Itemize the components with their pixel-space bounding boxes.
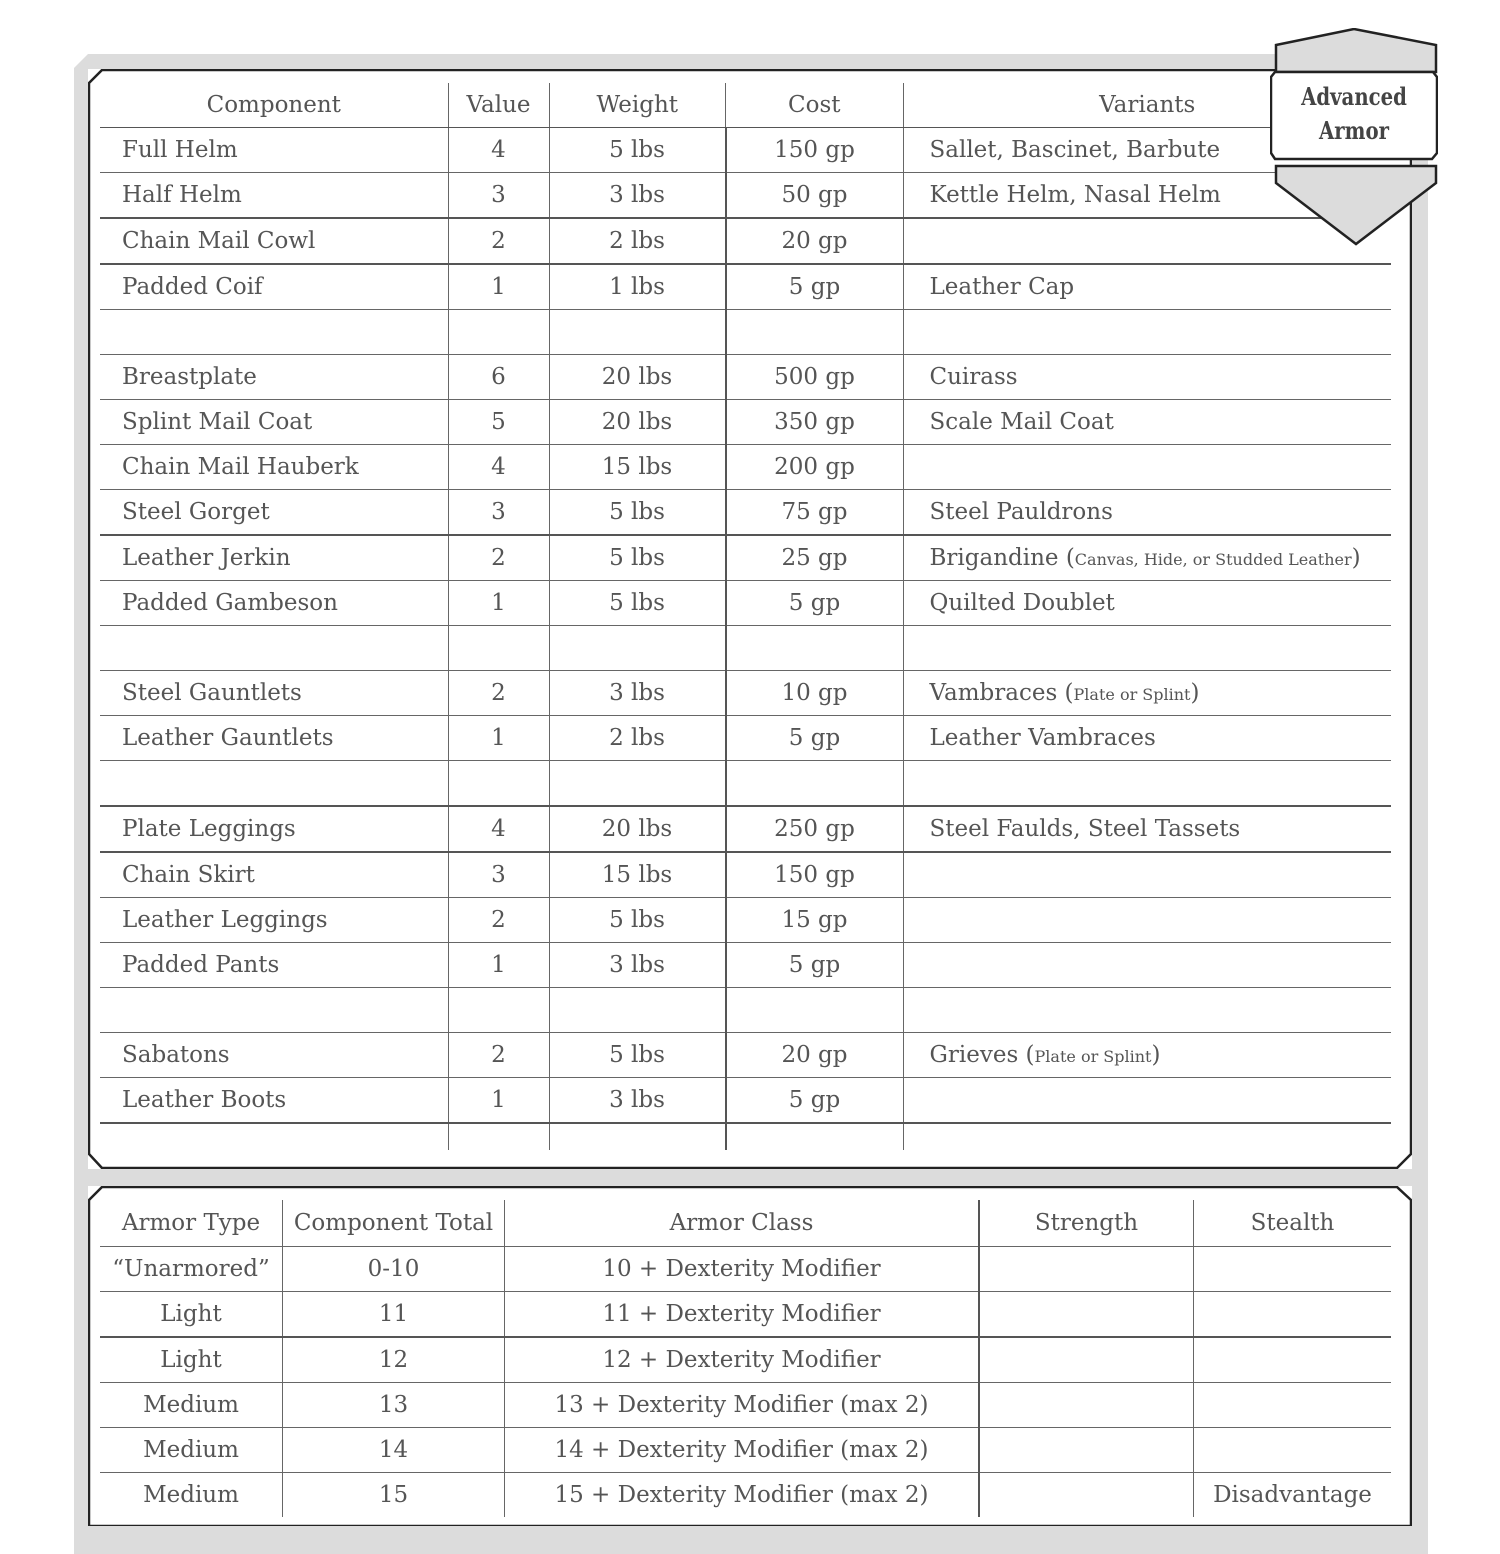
cell-weight: 2 lbs — [549, 716, 726, 761]
cell-cost: 50 gp — [726, 173, 904, 219]
cell-variants — [903, 355, 1391, 400]
cell-component-total: 15 — [283, 1473, 505, 1518]
header-cost: Cost — [726, 83, 904, 128]
cell-component: Steel Gauntlets — [100, 671, 448, 716]
cell-component-total: 0-10 — [283, 1247, 505, 1292]
cell-cost: 25 gp — [726, 535, 904, 581]
variant-text: Vambraces ( — [929, 680, 1074, 706]
table-row — [100, 355, 1391, 400]
cell-cost: 20 gp — [726, 1033, 904, 1078]
table-row-blank — [100, 626, 1391, 671]
cell-value — [448, 761, 549, 807]
cell-stealth — [1194, 1292, 1392, 1338]
cell-value: 1 — [448, 943, 549, 988]
cell-value — [448, 626, 549, 671]
header-value: Value — [448, 83, 549, 128]
variant-note-close: ) — [1190, 680, 1200, 706]
cell-armor-type: Medium — [100, 1473, 283, 1518]
cell-component: Chain Mail Cowl — [100, 218, 448, 264]
table-row — [100, 490, 1391, 536]
cell-armor-class: 13 + Dexterity Modifier (max 2) — [505, 1383, 980, 1428]
variant-text: Grieves ( — [929, 1042, 1035, 1068]
variant-text: Brigandine ( — [929, 545, 1075, 571]
table-row — [100, 218, 1391, 264]
cell-strength — [979, 1473, 1194, 1518]
cell-cost: 75 gp — [726, 490, 904, 536]
variant-text: Quilted Doublet — [929, 590, 1115, 616]
cell-armor-class: 15 + Dexterity Modifier (max 2) — [505, 1473, 980, 1518]
table-row — [100, 943, 1391, 988]
cell-weight: 3 lbs — [549, 173, 726, 219]
cell-value: 5 — [448, 400, 549, 445]
cell-component: Leather Leggings — [100, 898, 448, 943]
cell-cost: 10 gp — [726, 671, 904, 716]
cell-weight: 5 lbs — [549, 1033, 726, 1078]
cell-component: Padded Pants — [100, 943, 448, 988]
cell-component: Leather Gauntlets — [100, 716, 448, 761]
cell-armor-type: Medium — [100, 1428, 283, 1473]
cell-strength — [979, 1337, 1194, 1383]
cell-cost: 20 gp — [726, 218, 904, 264]
cell-weight — [549, 310, 726, 355]
cell-weight: 3 lbs — [549, 943, 726, 988]
cell-empty — [549, 1123, 726, 1150]
cell-cost: 250 gp — [726, 806, 904, 852]
variant-text: Sallet, Bascinet, Barbute — [929, 137, 1221, 163]
badge-title-line2: Armor — [1319, 116, 1389, 145]
cell-value: 2 — [448, 671, 549, 716]
cell-variants — [903, 310, 1391, 355]
cell-cost: 5 gp — [726, 1078, 904, 1124]
cell-weight — [549, 988, 726, 1033]
cell-cost — [726, 988, 904, 1033]
table-row — [100, 898, 1391, 943]
header-armor-class: Armor Class — [505, 1200, 980, 1247]
cell-value: 1 — [448, 264, 549, 310]
cell-component-total: 12 — [283, 1337, 505, 1383]
cell-value: 4 — [448, 445, 549, 490]
table-row — [100, 1383, 1391, 1428]
cell-value: 4 — [448, 806, 549, 852]
cell-component: Steel Gorget — [100, 490, 448, 536]
cell-component — [100, 761, 448, 807]
header-weight: Weight — [549, 83, 726, 128]
variant-text: Leather Vambraces — [929, 725, 1156, 751]
cell-weight: 5 lbs — [549, 898, 726, 943]
cell-component: Splint Mail Coat — [100, 400, 448, 445]
table-row — [100, 716, 1391, 761]
table-row-blank — [100, 310, 1391, 355]
cell-variants — [903, 716, 1391, 761]
badge-title — [1287, 80, 1421, 148]
cell-variants — [903, 626, 1391, 671]
cell-component-total: 14 — [283, 1428, 505, 1473]
cell-value: 2 — [448, 1033, 549, 1078]
cell-stealth: Disadvantage — [1194, 1473, 1392, 1518]
cell-cost: 5 gp — [726, 581, 904, 626]
table-row — [100, 1428, 1391, 1473]
header-component-total: Component Total — [283, 1200, 505, 1247]
cell-variants — [903, 761, 1391, 807]
cell-weight: 3 lbs — [549, 671, 726, 716]
cell-component: Breastplate — [100, 355, 448, 400]
cell-value — [448, 988, 549, 1033]
cell-value — [448, 310, 549, 355]
cell-strength — [979, 1247, 1194, 1292]
cell-cost: 500 gp — [726, 355, 904, 400]
cell-value: 1 — [448, 1078, 549, 1124]
cell-armor-type: Light — [100, 1292, 283, 1338]
cell-cost: 350 gp — [726, 400, 904, 445]
cell-empty — [448, 1123, 549, 1150]
cell-weight: 5 lbs — [549, 490, 726, 536]
variant-note-close: ) — [1351, 545, 1361, 571]
cell-value: 6 — [448, 355, 549, 400]
cell-variants — [903, 898, 1391, 943]
cell-armor-class: 14 + Dexterity Modifier (max 2) — [505, 1428, 980, 1473]
cell-variants — [903, 852, 1391, 898]
cell-component: Half Helm — [100, 173, 448, 219]
header-strength: Strength — [979, 1200, 1194, 1247]
cell-value: 3 — [448, 490, 549, 536]
cell-empty — [903, 1123, 1391, 1150]
table-row-blank — [100, 761, 1391, 807]
cell-component: Chain Skirt — [100, 852, 448, 898]
variant-note: Plate or Splint — [1073, 685, 1191, 704]
cell-value: 3 — [448, 852, 549, 898]
cell-component — [100, 988, 448, 1033]
cell-weight — [549, 761, 726, 807]
cell-weight: 15 lbs — [549, 852, 726, 898]
cell-stealth — [1194, 1247, 1392, 1292]
cell-cost — [726, 310, 904, 355]
cell-strength — [979, 1383, 1194, 1428]
cell-cost: 5 gp — [726, 716, 904, 761]
cell-value: 2 — [448, 535, 549, 581]
cell-value: 2 — [448, 218, 549, 264]
header-component: Component — [100, 83, 448, 128]
cell-component — [100, 626, 448, 671]
cell-variants — [903, 445, 1391, 490]
badge-title-line1: Advanced — [1301, 82, 1407, 111]
armor-class-panel — [88, 1186, 1412, 1526]
variant-text: Scale Mail Coat — [929, 409, 1114, 435]
cell-weight: 3 lbs — [549, 1078, 726, 1124]
cell-weight: 5 lbs — [549, 535, 726, 581]
cell-stealth — [1194, 1337, 1392, 1383]
cell-strength — [979, 1428, 1194, 1473]
cell-variants — [903, 264, 1391, 310]
cell-component: Sabatons — [100, 1033, 448, 1078]
table-row — [100, 1247, 1391, 1292]
cell-component-total: 13 — [283, 1383, 505, 1428]
cell-armor-class: 11 + Dexterity Modifier — [505, 1292, 980, 1338]
cell-variants — [903, 671, 1391, 716]
cell-cost — [726, 761, 904, 807]
table-row — [100, 445, 1391, 490]
variant-note-close: ) — [1151, 1042, 1161, 1068]
cell-component: Full Helm — [100, 128, 448, 173]
table-row — [100, 581, 1391, 626]
table-row — [100, 173, 1391, 219]
cell-weight: 1 lbs — [549, 264, 726, 310]
cell-weight: 5 lbs — [549, 128, 726, 173]
cell-value: 1 — [448, 581, 549, 626]
variant-text: Cuirass — [929, 364, 1018, 390]
cell-cost: 150 gp — [726, 128, 904, 173]
cell-weight — [549, 626, 726, 671]
table-row — [100, 128, 1391, 173]
table-row — [100, 671, 1391, 716]
variant-note: Canvas, Hide, or Studded Leather — [1074, 550, 1352, 569]
table-row — [100, 1292, 1391, 1338]
cell-variants — [903, 988, 1391, 1033]
cell-weight: 20 lbs — [549, 400, 726, 445]
cell-armor-type: “Unarmored” — [100, 1247, 283, 1292]
armor-class-table — [100, 1200, 1391, 1517]
cell-value: 2 — [448, 898, 549, 943]
cell-cost: 5 gp — [726, 943, 904, 988]
variant-text: Steel Pauldrons — [929, 499, 1113, 525]
cell-cost: 5 gp — [726, 264, 904, 310]
cell-variants — [903, 400, 1391, 445]
table-row — [100, 400, 1391, 445]
table-row-tail — [100, 1123, 1391, 1150]
cell-weight: 20 lbs — [549, 806, 726, 852]
cell-variants — [903, 581, 1391, 626]
cell-weight: 5 lbs — [549, 581, 726, 626]
variant-text: Leather Cap — [929, 274, 1075, 300]
cell-component: Padded Gambeson — [100, 581, 448, 626]
header-variants: Variants — [903, 83, 1391, 128]
table-row — [100, 1078, 1391, 1124]
table-row — [100, 1337, 1391, 1383]
variant-note: Plate or Splint — [1034, 1047, 1152, 1066]
header-stealth: Stealth — [1194, 1200, 1392, 1247]
cell-empty — [726, 1123, 904, 1150]
table-row — [100, 806, 1391, 852]
table-row — [100, 852, 1391, 898]
cell-strength — [979, 1292, 1194, 1338]
cell-stealth — [1194, 1383, 1392, 1428]
cell-value: 1 — [448, 716, 549, 761]
cell-variants — [903, 943, 1391, 988]
cell-component: Leather Boots — [100, 1078, 448, 1124]
cell-variants — [903, 535, 1391, 581]
cell-weight: 2 lbs — [549, 218, 726, 264]
cell-armor-type: Light — [100, 1337, 283, 1383]
cell-value: 3 — [448, 173, 549, 219]
cell-cost: 15 gp — [726, 898, 904, 943]
cell-component: Plate Leggings — [100, 806, 448, 852]
table-row-blank — [100, 988, 1391, 1033]
cell-component — [100, 310, 448, 355]
variant-text: Kettle Helm, Nasal Helm — [929, 182, 1221, 208]
table-row — [100, 264, 1391, 310]
cell-variants — [903, 1078, 1391, 1124]
cell-component: Chain Mail Hauberk — [100, 445, 448, 490]
cell-value: 4 — [448, 128, 549, 173]
cell-variants — [903, 490, 1391, 536]
table-row — [100, 535, 1391, 581]
cell-armor-class: 12 + Dexterity Modifier — [505, 1337, 980, 1383]
cell-component-total: 11 — [283, 1292, 505, 1338]
components-table — [100, 83, 1391, 1150]
cell-cost: 200 gp — [726, 445, 904, 490]
cell-stealth — [1194, 1428, 1392, 1473]
variant-text: Steel Faulds, Steel Tassets — [929, 816, 1241, 842]
table-row — [100, 1033, 1391, 1078]
header-armor-type: Armor Type — [121, 1210, 261, 1236]
cell-armor-class: 10 + Dexterity Modifier — [505, 1247, 980, 1292]
cell-variants — [903, 806, 1391, 852]
cell-armor-type: Medium — [100, 1383, 283, 1428]
cell-weight: 15 lbs — [549, 445, 726, 490]
components-panel — [88, 69, 1412, 1169]
cell-variants — [903, 1033, 1391, 1078]
cell-empty — [100, 1123, 448, 1150]
cell-component: Leather Jerkin — [100, 535, 448, 581]
cell-weight: 20 lbs — [549, 355, 726, 400]
cell-component: Padded Coif — [100, 264, 448, 310]
cell-cost — [726, 626, 904, 671]
cell-cost: 150 gp — [726, 852, 904, 898]
table-row — [100, 1473, 1391, 1518]
